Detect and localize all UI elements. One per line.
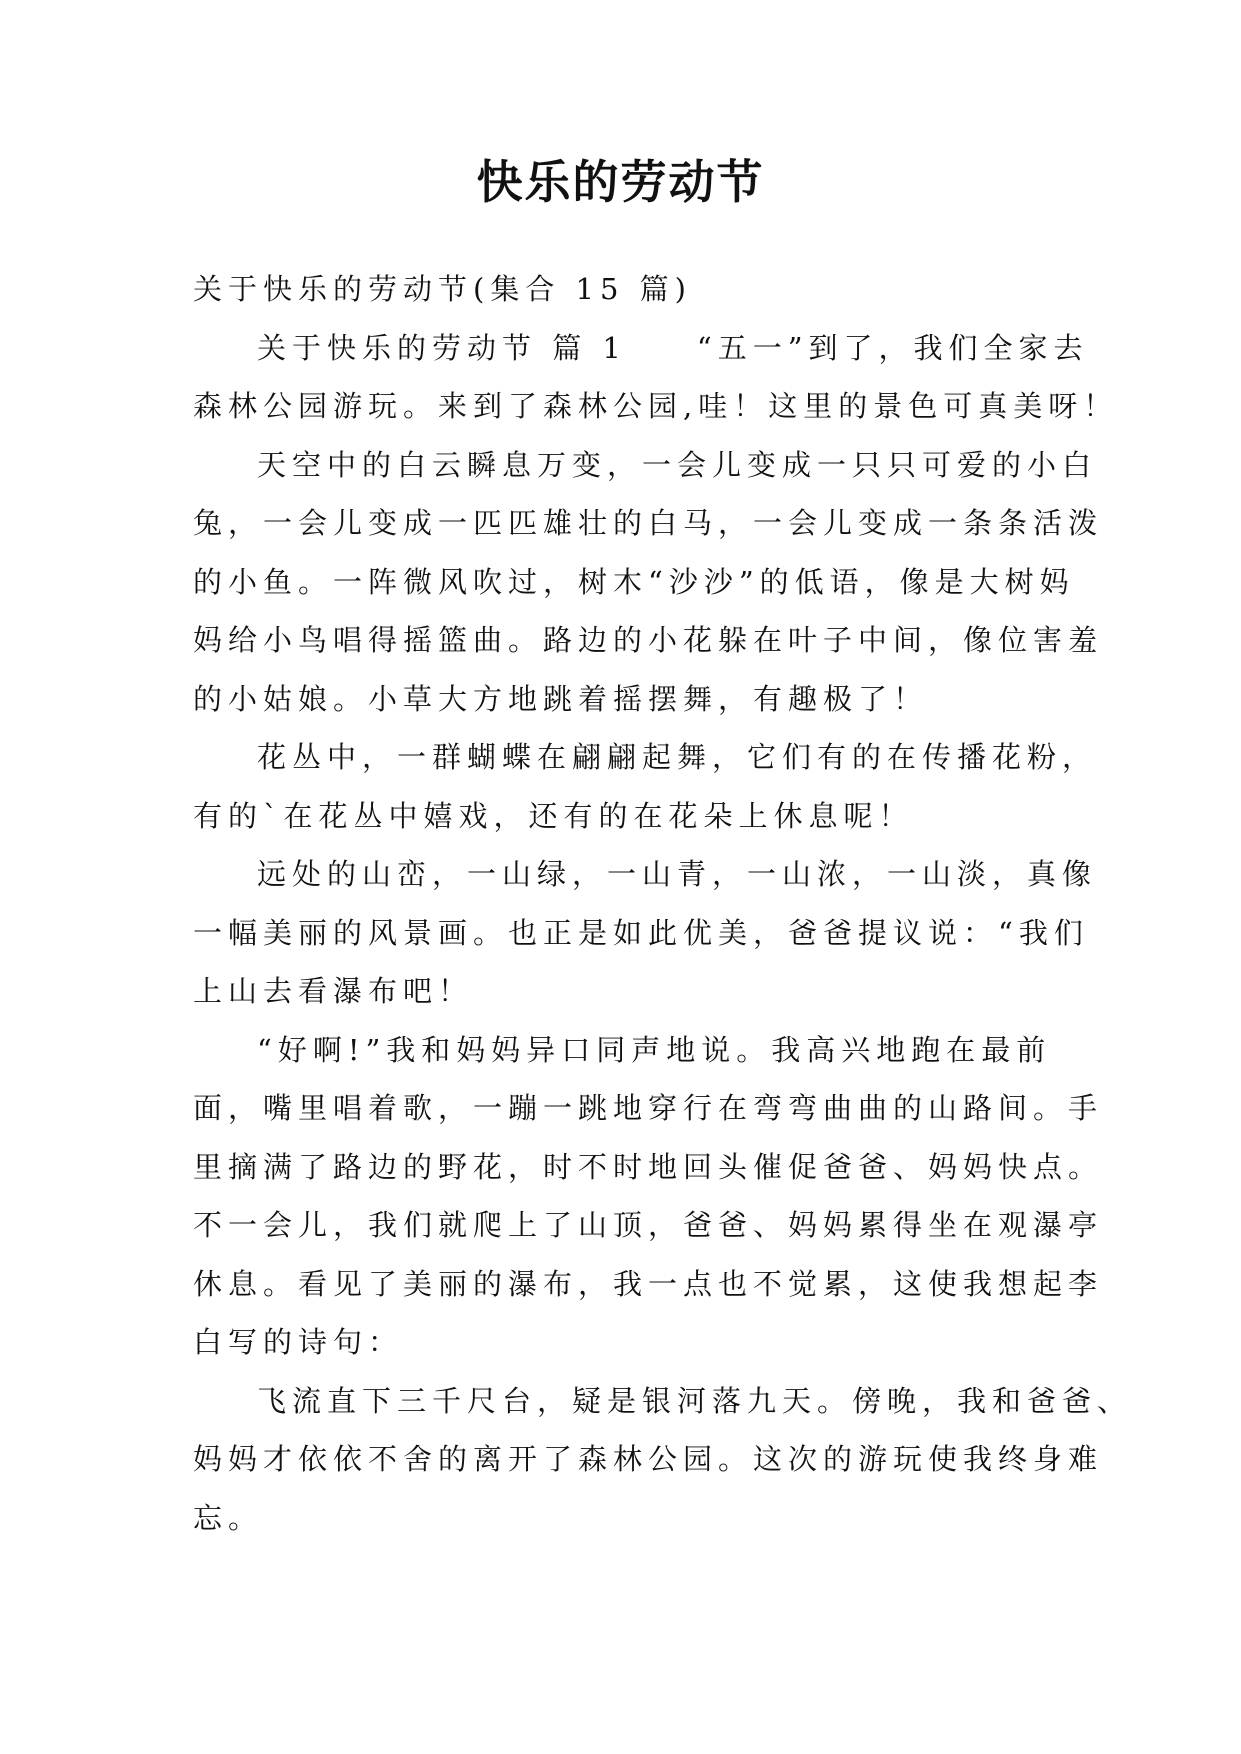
paragraph-line: 远处的山峦，一山绿，一山青，一山浓，一山淡，真像 <box>257 857 1098 891</box>
paragraph-line: 森林公园游玩。来到了森林公园,哇！这里的景色可真美呀！ <box>193 389 1119 423</box>
document-body <box>193 260 1133 1547</box>
document-title: 快乐的劳动节 <box>476 155 765 209</box>
paragraph-line: 上山去看瀑布吧！ <box>193 974 474 1008</box>
paragraph-line: 天空中的白云瞬息万变，一会儿变成一只只可爱的小白 <box>257 447 1098 482</box>
paragraph-line: 忘。 <box>193 1500 264 1535</box>
paragraph-line: 面，嘴里唱着歌，一蹦一跳地穿行在弯弯曲曲的山路间。手 <box>193 1091 1104 1125</box>
paragraph-line: 飞流直下三千尺台，疑是银河落九天。傍晚，我和爸爸、 <box>257 1383 1133 1418</box>
paragraph-line: 兔，一会儿变成一匹匹雄壮的白马，一会儿变成一条条活泼 <box>193 506 1104 540</box>
paragraph-line: 不一会儿，我们就爬上了山顶，爸爸、妈妈累得坐在观瀑亭 <box>193 1208 1104 1242</box>
paragraph-line: 休息。看见了美丽的瀑布，我一点也不觉累，这使我想起李 <box>193 1266 1104 1301</box>
paragraph-line: “好啊!”我和妈妈异口同声地说。我高兴地跑在最前 <box>257 1032 1052 1067</box>
paragraph-line: 白写的诗句： <box>193 1325 404 1359</box>
document-subtitle: 关于快乐的劳动节(集合 15 篇) <box>193 272 692 306</box>
paragraph-line: 妈妈才依依不舍的离开了森林公园。这次的游玩使我终身难 <box>193 1442 1104 1476</box>
paragraph-line: 妈给小鸟唱得摇篮曲。路边的小花躲在叶子中间，像位害羞 <box>193 623 1104 657</box>
paragraph-line: 关于快乐的劳动节 篇 1 “五一”到了，我们全家去 <box>257 330 1089 365</box>
paragraph-line: 的小鱼。一阵微风吹过，树木“沙沙”的低语，像是大树妈 <box>193 564 1075 599</box>
paragraph-line: 的小姑娘。小草大方地跳着摇摆舞，有趣极了！ <box>193 681 929 716</box>
paragraph-line: 有的`在花丛中嬉戏，还有的在花朵上休息呢！ <box>193 798 914 833</box>
paragraph-line: 里摘满了路边的野花，时不时地回头催促爸爸、妈妈快点。 <box>193 1149 1104 1184</box>
paragraph-line: 花丛中，一群蝴蝶在翩翩起舞，它们有的在传播花粉， <box>257 740 1098 774</box>
paragraph-line: 一幅美丽的风景画。也正是如此优美，爸爸提议说：“我们 <box>193 915 1089 950</box>
